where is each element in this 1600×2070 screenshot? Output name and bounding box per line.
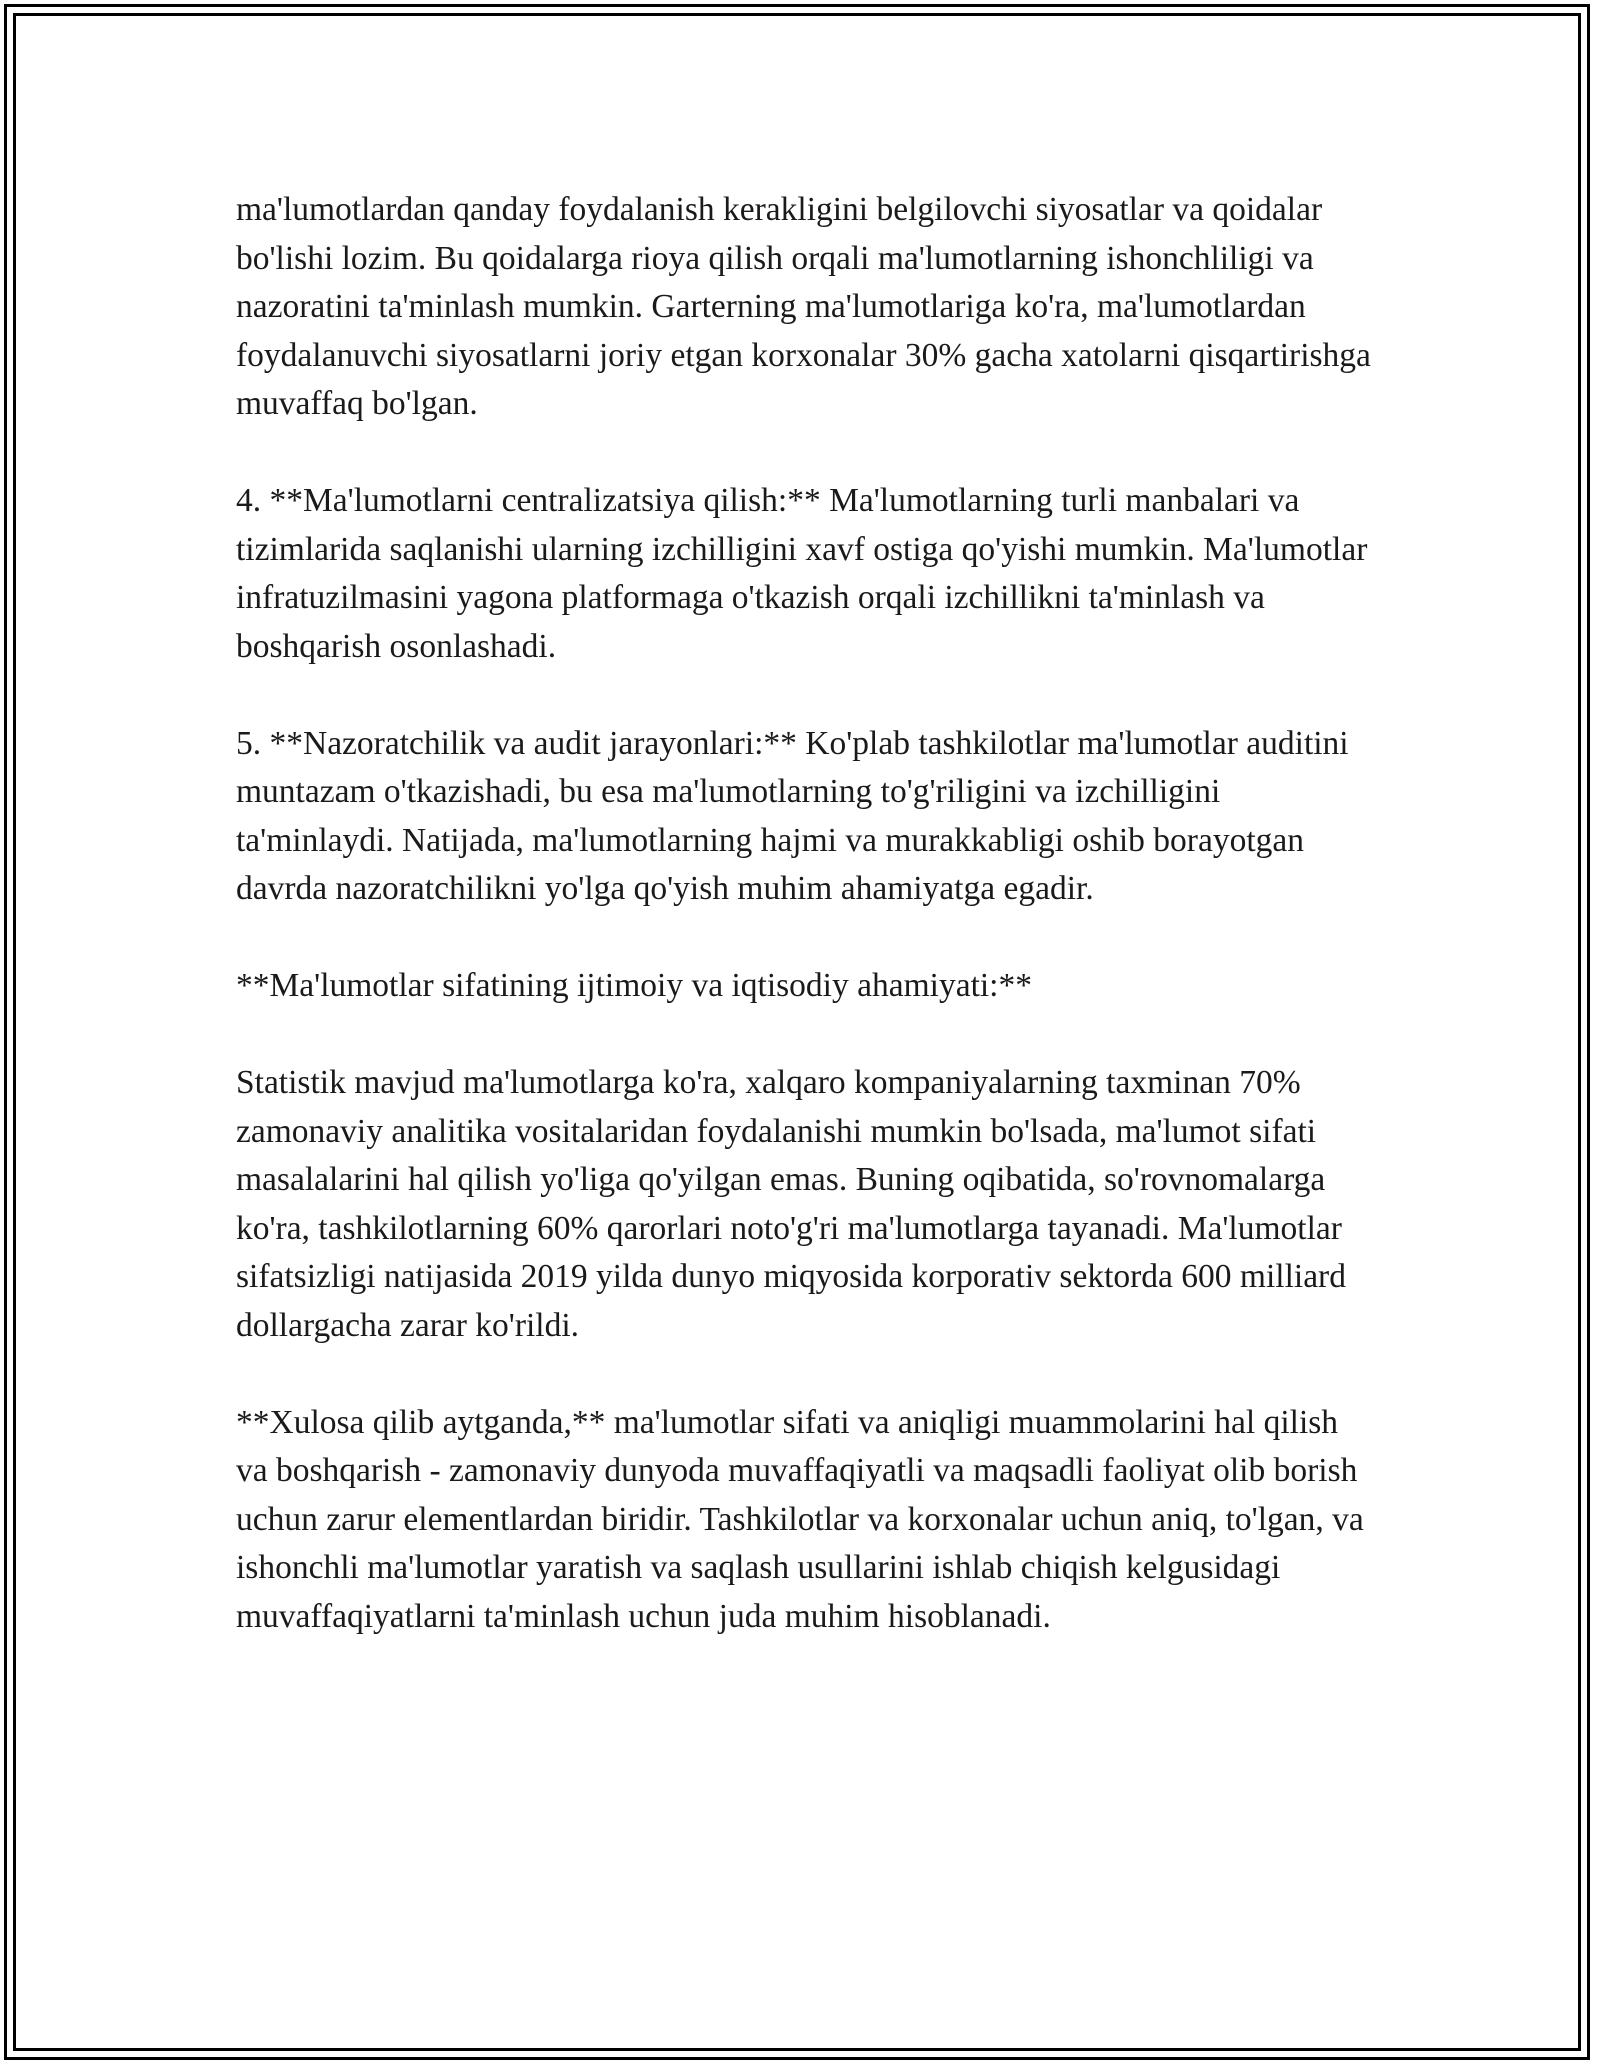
paragraph-centralization: 4. **Ma'lumotlarni centralizatsiya qilish:** Ma'lumotlarning turli manbalari va tizimlarida saqlanishi ularning izchilligini xavf ostiga qo'yishi mumkin. Ma'lumotlar infratuzilmasini yagona platformaga o'tkazish orqali izchillikni ta'minlash va boshqarish osonlashadi. — [236, 482, 1368, 665]
section-heading: **Ma'lumotlar sifatining ijtimoiy va iqtisodiy ahamiyati:** — [236, 967, 1032, 1004]
document-body — [236, 186, 1376, 1641]
paragraph-data-policies: ma'lumotlardan qanday foydalanish kerakligini belgilovchi siyosatlar va qoidalar bo'lishi lozim. Bu qoidalarga rioya qilish orqali ma'lumotlarning ishonchliligi va nazoratini ta'minlash mumkin. Garterning ma'lumotlariga ko'ra, ma'lumotlardan foydalanuvchi siyosatlarni joriy etgan korxonalar 30% gacha xatolarni qisqartirishga muvaffaq bo'lgan. — [236, 191, 1371, 422]
paragraph-audit: 5. **Nazoratchilik va audit jarayonlari:** Ko'plab tashkilotlar ma'lumotlar auditini muntazam o'tkazishadi, bu esa ma'lumotlarning to'g'riligini va izchilligini ta'minlaydi. Natijada, ma'lumotlarning hajmi va murakkabligi oshib borayotgan davrda nazoratchilikni yo'lga qo'yish muhim ahamiyatga egadir. — [236, 724, 1349, 907]
paragraph-statistics: Statistik mavjud ma'lumotlarga ko'ra, xalqaro kompaniyalarning taxminan 70% zamonaviy analitika vositalaridan foydalanishi mumkin bo'lsada, ma'lumot sifati masalalarini hal qilish yo'liga qo'yilgan emas. Buning oqibatida, so'rovnomalarga ko'ra, tashkilotlarning 60% qarorlari noto'g'ri ma'lumotlarga tayanadi. Ma'lumotlar sifatsizligi natijasida 2019 yilda dunyo miqyosida korporativ sektorda 600 milliard dollargacha zarar ko'rildi. — [236, 1064, 1346, 1344]
paragraph-conclusion: **Xulosa qilib aytganda,** ma'lumotlar sifati va aniqligi muammolarini hal qilish va boshqarish - zamonaviy dunyoda muvaffaqiyatli va maqsadli faoliyat olib borish uchun zarur elementlardan biridir. Tashkilotlar va korxonalar uchun aniq, to'lgan, va ishonchli ma'lumotlar yaratish va saqlash usullarini ishlab chiqish kelgusidagi muvaffaqiyatlarni ta'minlash uchun juda muhim hisoblanadi. — [236, 1403, 1364, 1635]
